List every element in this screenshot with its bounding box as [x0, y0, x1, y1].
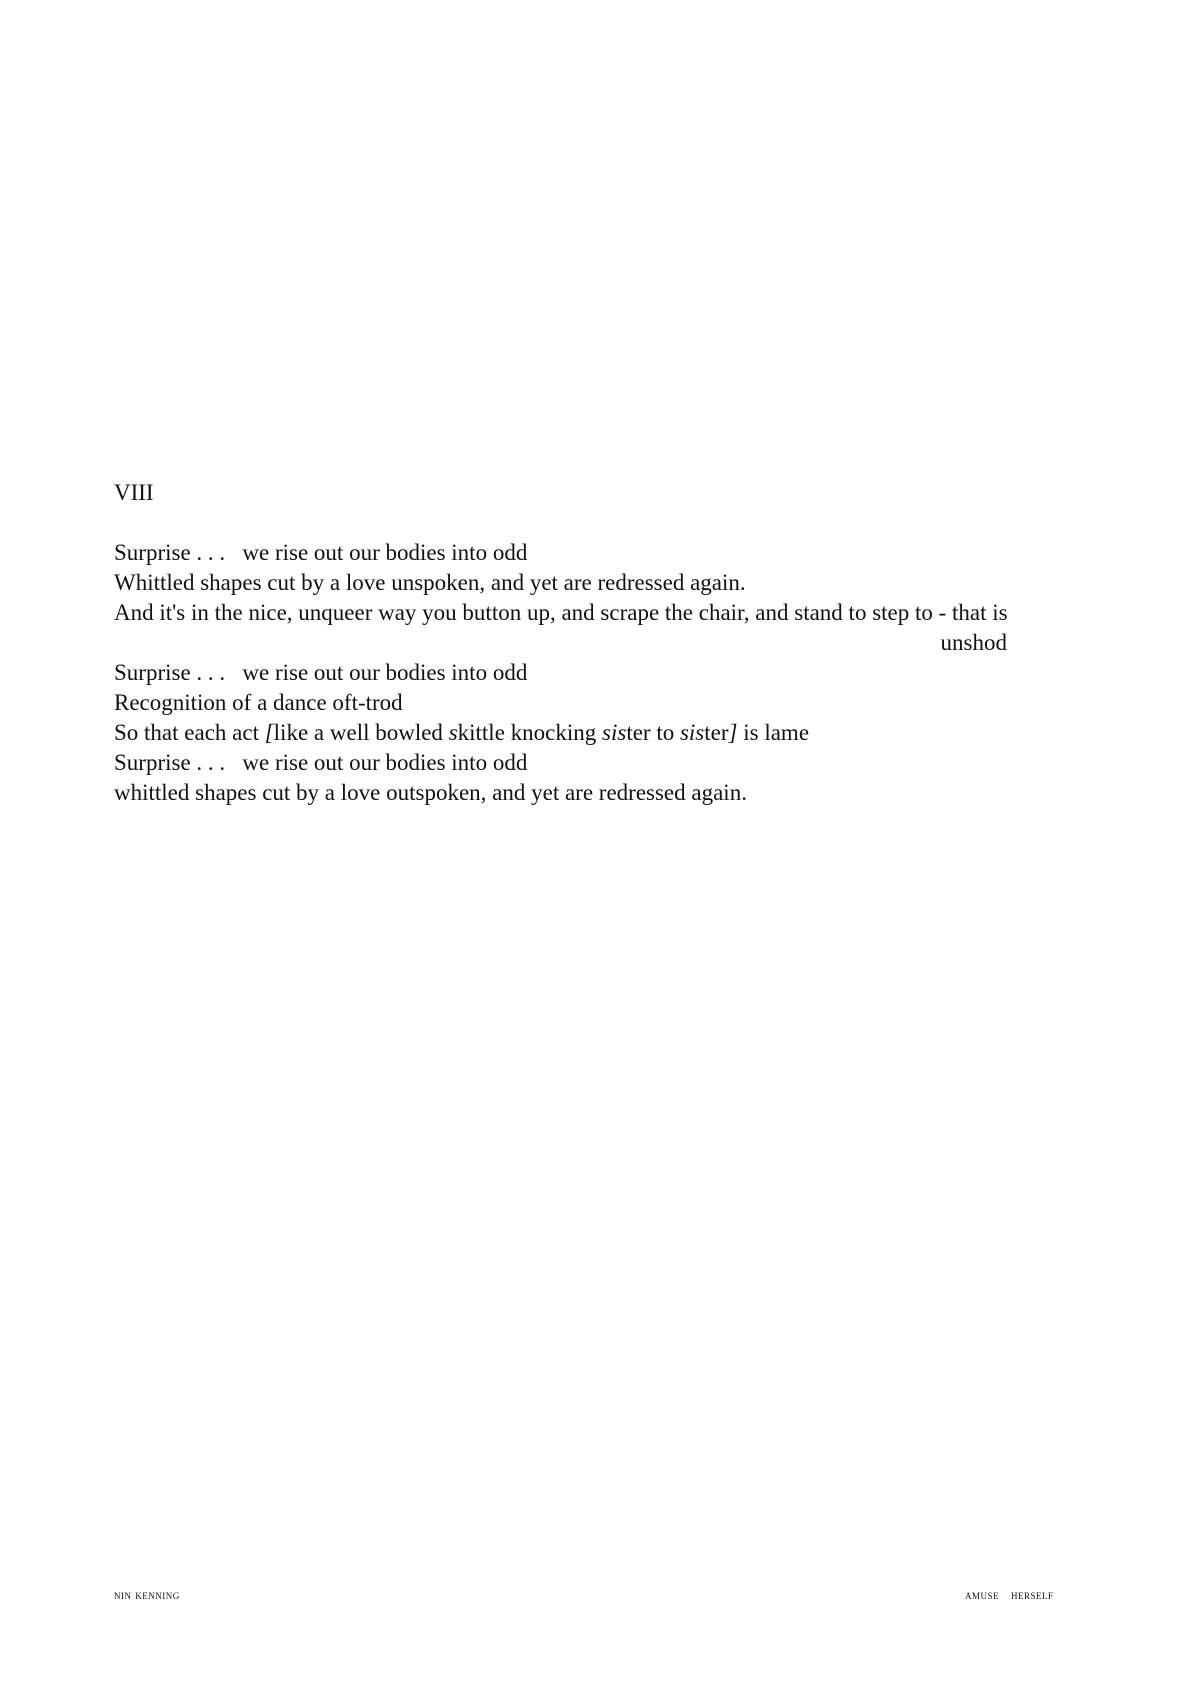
line-segment: kittle knocking	[457, 720, 603, 745]
poem-line-continuation: unshod	[940, 630, 1007, 655]
poem-line: And it's in the nice, unqueer way you button up, and scrape the chair, and stand to step to - that is	[114, 600, 1008, 625]
line-segment: ter to	[626, 720, 680, 745]
footer-title	[965, 1587, 1054, 1603]
italic-letters: sis	[679, 720, 705, 745]
poem-line: whittled shapes cut by a love outspoken, and yet are redressed again.	[114, 780, 747, 805]
poem-body	[114, 538, 1074, 808]
poem-line-with-italics	[114, 718, 1074, 748]
section-number: VIII	[114, 480, 154, 505]
poem-line: Whittled shapes cut by a love unspoken, and yet are redressed again.	[114, 570, 746, 595]
italic-letters: sis	[602, 720, 627, 745]
line-segment: is lame	[737, 720, 810, 745]
italic-letters: s	[448, 720, 458, 745]
footer-author: nin kenning	[114, 1587, 180, 1602]
footer-title-word: amuse	[965, 1587, 1000, 1602]
poem-line: Surprise . . . we rise out our bodies into odd	[114, 750, 528, 775]
footer-title-word: herself	[1011, 1587, 1054, 1602]
poem-line: Surprise . . . we rise out our bodies into odd	[114, 660, 528, 685]
italic-bracket-open: [	[264, 720, 274, 745]
italic-bracket-close: ]	[728, 720, 738, 745]
poem-line: Recognition of a dance oft-trod	[114, 690, 403, 715]
poem-line: Surprise . . . we rise out our bodies into odd	[114, 540, 528, 565]
line-segment: ter	[704, 720, 729, 745]
line-segment: like a well bowled	[273, 720, 449, 745]
line-segment: So that each act	[114, 720, 265, 745]
